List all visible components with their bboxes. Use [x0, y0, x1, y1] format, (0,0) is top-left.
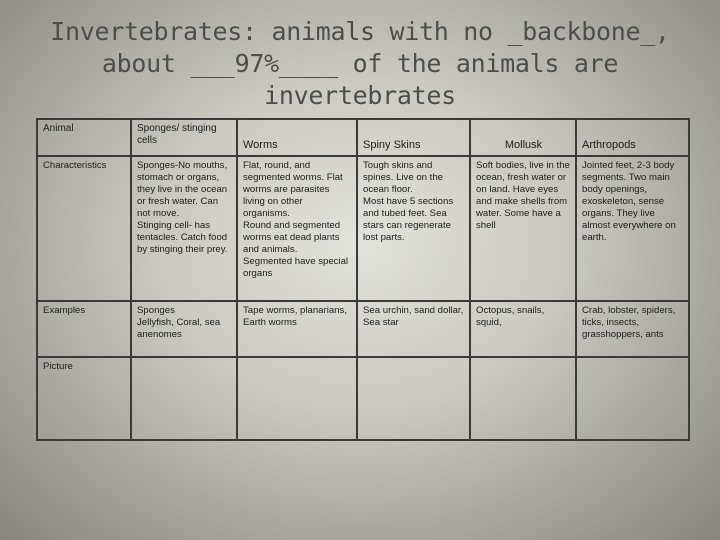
cell-examples-arthropods: Crab, lobster, spiders, ticks, insects, grasshoppers, ants [576, 301, 689, 357]
blank-backbone: _backbone_ [507, 17, 656, 46]
cell-characteristics-spiny-skins: Tough skins and spines. Live on the ocean floor. Most have 5 sections and tubed feet. Sea stars can regenerate lost parts. [357, 156, 470, 301]
invertebrates-table [36, 118, 690, 441]
cell-picture-worms [237, 357, 357, 440]
table-header-row [37, 119, 689, 156]
table-row-examples [37, 301, 689, 357]
slide-title [40, 16, 680, 112]
title-line-3: invertebrates [264, 81, 456, 110]
title-line-1: Invertebrates: animals with no _backbone_, [50, 17, 670, 46]
cell-examples-mollusk: Octopus, snails, squid, [470, 301, 576, 357]
cell-picture-mollusk [470, 357, 576, 440]
cell-examples-worms: Tape worms, planarians, Earth worms [237, 301, 357, 357]
table-row-picture [37, 357, 689, 440]
header-spiny-skins: Spiny Skins [357, 119, 470, 156]
cell-characteristics-sponges: Sponges-No mouths, stomach or organs, they live in the ocean or fresh water. Can not move. Stinging cell- has tentacles. Catch food by stinging their prey. [131, 156, 237, 301]
row-label-characteristics: Characteristics [37, 156, 131, 301]
header-arthropods: Arthropods [576, 119, 689, 156]
blank-percent: ___97%____ [190, 49, 338, 78]
cell-characteristics-mollusk: Soft bodies, live in the ocean, fresh water or on land. Have eyes and make shells from water. Some have a shell [470, 156, 576, 301]
title-line-2: about ___97%____ of the animals are [101, 49, 619, 78]
cell-picture-spiny-skins [357, 357, 470, 440]
cell-picture-sponges [131, 357, 237, 440]
cell-characteristics-worms: Flat, round, and segmented worms. Flat worms are parasites living on other organisms. Round and segmented worms eat dead plants and animals. Segmented have special organs [237, 156, 357, 301]
cell-examples-spiny-skins: Sea urchin, sand dollar, Sea star [357, 301, 470, 357]
cell-examples-sponges: Sponges Jellyfish, Coral, sea anenomes [131, 301, 237, 357]
row-label-examples: Examples [37, 301, 131, 357]
header-animal: Animal [37, 119, 131, 156]
table-row-characteristics [37, 156, 689, 301]
row-label-picture: Picture [37, 357, 131, 440]
header-worms: Worms [237, 119, 357, 156]
cell-characteristics-arthropods: Jointed feet, 2-3 body segments. Two main body openings, exoskeleton, sense organs. They live almost everywhere on earth. [576, 156, 689, 301]
header-mollusk: Mollusk [470, 119, 576, 156]
cell-picture-arthropods [576, 357, 689, 440]
header-sponges: Sponges/ stinging cells [131, 119, 237, 156]
